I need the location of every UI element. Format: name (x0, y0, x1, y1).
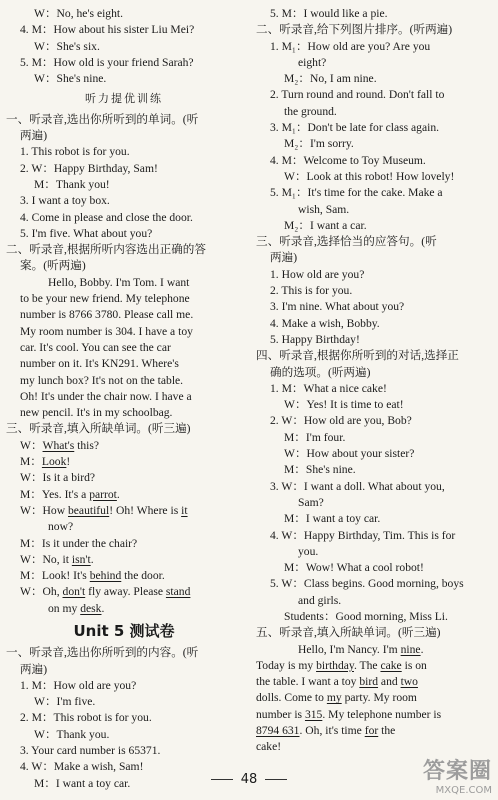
text-line: 5. M：I would like a pie. (270, 7, 388, 20)
page-number-dash (211, 779, 233, 780)
text-line: 5. M₁：It's time for the cake. Make a (270, 186, 443, 200)
text-line: 2. Turn round and round. Don't fall to (270, 88, 445, 102)
filled-blank: stand (165, 585, 191, 599)
watermark-url: MXQE.COM (435, 785, 492, 796)
text-line: 4. Make a wish, Bobby. (270, 316, 380, 330)
filled-blank: desk (80, 601, 102, 615)
text-line: 5. M：How old is your friend Sarah? (20, 55, 194, 69)
filled-blank: 315 (304, 707, 323, 721)
passage-line: Hello, Bobby. I'm Tom. I want (48, 275, 190, 289)
text-line: 1. This robot is for you. (20, 145, 130, 159)
text-line: 1. How old are you? (270, 267, 365, 281)
text-line: 1. M：How old are you? (20, 678, 137, 692)
passage-line: number is 315. My telephone number is (256, 707, 442, 721)
passage-line: 8794 631. Oh, it's time for the (256, 724, 396, 738)
section-heading: 两遍) (20, 129, 48, 143)
text-line: W：No, he's eight. (34, 7, 124, 20)
text-line: W：Thank you. (34, 727, 110, 741)
filled-blank: bird (359, 675, 379, 689)
passage-line: Hello, I'm Nancy. I'm nine. (298, 642, 424, 656)
answer-line: on my desk. (48, 601, 105, 615)
passage-line: the table. I want a toy bird and two (256, 675, 418, 689)
filled-blank: isn't (71, 552, 91, 566)
section-heading: 案。(听两遍) (20, 259, 86, 273)
answer-line: W：No, it isn't. (20, 552, 94, 566)
text-line: the ground. (284, 104, 337, 118)
passage-line: to be your new friend. My telephone (20, 292, 190, 306)
text-line: 1. M₁：How old are you? Are you (270, 39, 431, 53)
passage-line: number on it. It's KN291. Where's (20, 357, 179, 371)
right-column (256, 6, 492, 756)
section-heading: 两遍) (20, 662, 48, 676)
text-line: 2. W：How old are you, Bob? (270, 414, 412, 428)
answer-line: M：Look! (20, 455, 71, 469)
filled-blank: behind (89, 569, 122, 583)
answer-line: now? (48, 520, 74, 534)
text-line: wish, Sam. (298, 202, 350, 216)
text-line: W：Yes! It is time to eat! (284, 398, 404, 412)
text-line: M：I want a toy car. (284, 512, 381, 526)
passage-line: car. It's cool. You can see the car (20, 340, 171, 354)
text-line: M：Wow! What a cool robot! (284, 561, 424, 575)
answer-line: W：Is it a bird? (20, 471, 96, 485)
text-line: W：She's nine. (34, 72, 107, 86)
text-line: 2. M：This robot is for you. (20, 711, 152, 725)
text-line: W：How about your sister? (284, 447, 415, 461)
section-heading: 两遍) (270, 251, 298, 265)
filled-blank: What's (42, 438, 75, 452)
passage-line: cake! (256, 740, 282, 754)
text-line: 3. W：I want a doll. What about you, (270, 479, 445, 493)
text-line: Students：Good morning, Miss Li. (284, 609, 448, 623)
text-line: 4. M：Welcome to Toy Museum. (270, 153, 426, 167)
answer-line: M：Look! It's behind the door. (20, 569, 165, 583)
answer-line: W：How beautiful! Oh! Where is it (20, 503, 188, 517)
text-line: W：Look at this robot! How lovely! (284, 169, 455, 183)
passage-line: Oh! It's under the chair now. I have a (20, 389, 192, 403)
text-line: 4. W：Happy Birthday, Tim. This is for (270, 528, 456, 542)
filled-blank: 8794 631 (256, 724, 300, 738)
answer-line: M：Is it under the chair? (20, 536, 138, 550)
filled-blank: two (400, 675, 418, 689)
section-heading: 三、听录音,填入所缺单词。(听三遍) (6, 422, 191, 436)
section-heading: 一、听录音,选出你所听到的内容。(听 (6, 646, 199, 660)
watermark (423, 754, 492, 796)
answer-line: M：Yes. It's a parrot. (20, 487, 120, 501)
text-line: 5. I'm five. What about you? (20, 226, 153, 240)
text-line: W：I'm five. (34, 695, 96, 709)
text-line: M：I want a toy car. (34, 776, 131, 790)
filled-blank: birthday (316, 658, 354, 672)
answer-line: W：What's this? (20, 438, 100, 452)
text-line: 3. I want a toy box. (20, 194, 110, 208)
text-line: M₂：No, I am nine. (284, 72, 377, 86)
watermark-logo: 答案圈 (422, 759, 492, 784)
text-line: 4. Come in please and close the door. (20, 210, 193, 224)
filled-blank: nine (400, 642, 421, 656)
passage-line: My room number is 304. I have a toy (20, 324, 193, 338)
left-column (6, 6, 242, 792)
section-heading: 三、听录音,选择恰当的应答句。(听 (256, 235, 437, 249)
passage-line: new pencil. It's in my schoolbag. (20, 406, 173, 420)
passage-line: number is 8766 3780. Please call me. (20, 308, 194, 322)
text-line: Sam? (298, 495, 324, 509)
text-line: 3. Your card number is 65371. (20, 744, 161, 758)
text-line: and girls. (298, 593, 342, 607)
text-line: 2. This is for you. (270, 284, 353, 298)
page-number-dash (265, 779, 287, 780)
text-line: 5. Happy Birthday! (270, 332, 360, 346)
filled-blank: parrot (89, 487, 117, 501)
passage-line: my lunch box? It's not on the table. (20, 373, 184, 387)
filled-blank: it (181, 503, 188, 517)
text-line: 1. M：What a nice cake! (270, 381, 387, 395)
filled-blank: beautiful (67, 503, 110, 517)
text-line: 3. I'm nine. What about you? (270, 300, 405, 314)
text-line: M：She's nine. (284, 463, 356, 477)
section-heading: 二、听录音,给下列图片排序。(听两遍) (256, 23, 453, 37)
text-line: M：Thank you! (34, 177, 110, 191)
filled-blank: my (326, 691, 342, 705)
text-line: W：She's six. (34, 39, 100, 53)
text-line: M₂：I want a car. (284, 218, 367, 232)
text-line: you. (298, 544, 319, 558)
section-heading: 五、听录音,填入所缺单词。(听三遍) (256, 626, 441, 640)
section-heading: 一、听录音,选出你所听到的单词。(听 (6, 112, 199, 126)
section-heading: 确的选项。(听两遍) (270, 365, 371, 379)
filled-blank: Look (41, 455, 67, 469)
text-line: M：I'm four. (284, 430, 346, 444)
text-line: 4. W：Make a wish, Sam! (20, 760, 144, 774)
section-heading: 二、听录音,根据所听内容选出正确的答 (6, 243, 206, 257)
text-line: 5. W：Class begins. Good morning, boys (270, 577, 464, 591)
answer-line: W：Oh, don't fly away. Please stand (20, 585, 191, 599)
text-line: 4. M：How about his sister Liu Mei? (20, 23, 195, 37)
text-line: eight? (298, 55, 327, 69)
section-band-title: 听力提优训练 (85, 92, 163, 106)
filled-blank: for (364, 724, 379, 738)
text-line: 3. M₁：Don't be late for class again. (270, 121, 440, 135)
text-line: M₂：I'm sorry. (284, 137, 354, 151)
passage-line: dolls. Come to my party. My room (256, 691, 417, 705)
page-number: 48 (0, 772, 498, 787)
unit-title: Unit 5 测试卷 (73, 621, 175, 640)
text-line: 2. W：Happy Birthday, Sam! (20, 161, 158, 175)
filled-blank: cake (380, 658, 402, 672)
passage-line: Today is my birthday. The cake is on (256, 658, 427, 672)
section-heading: 四、听录音,根据你所听到的对话,选择正 (256, 349, 459, 363)
filled-blank: don't (62, 585, 86, 599)
